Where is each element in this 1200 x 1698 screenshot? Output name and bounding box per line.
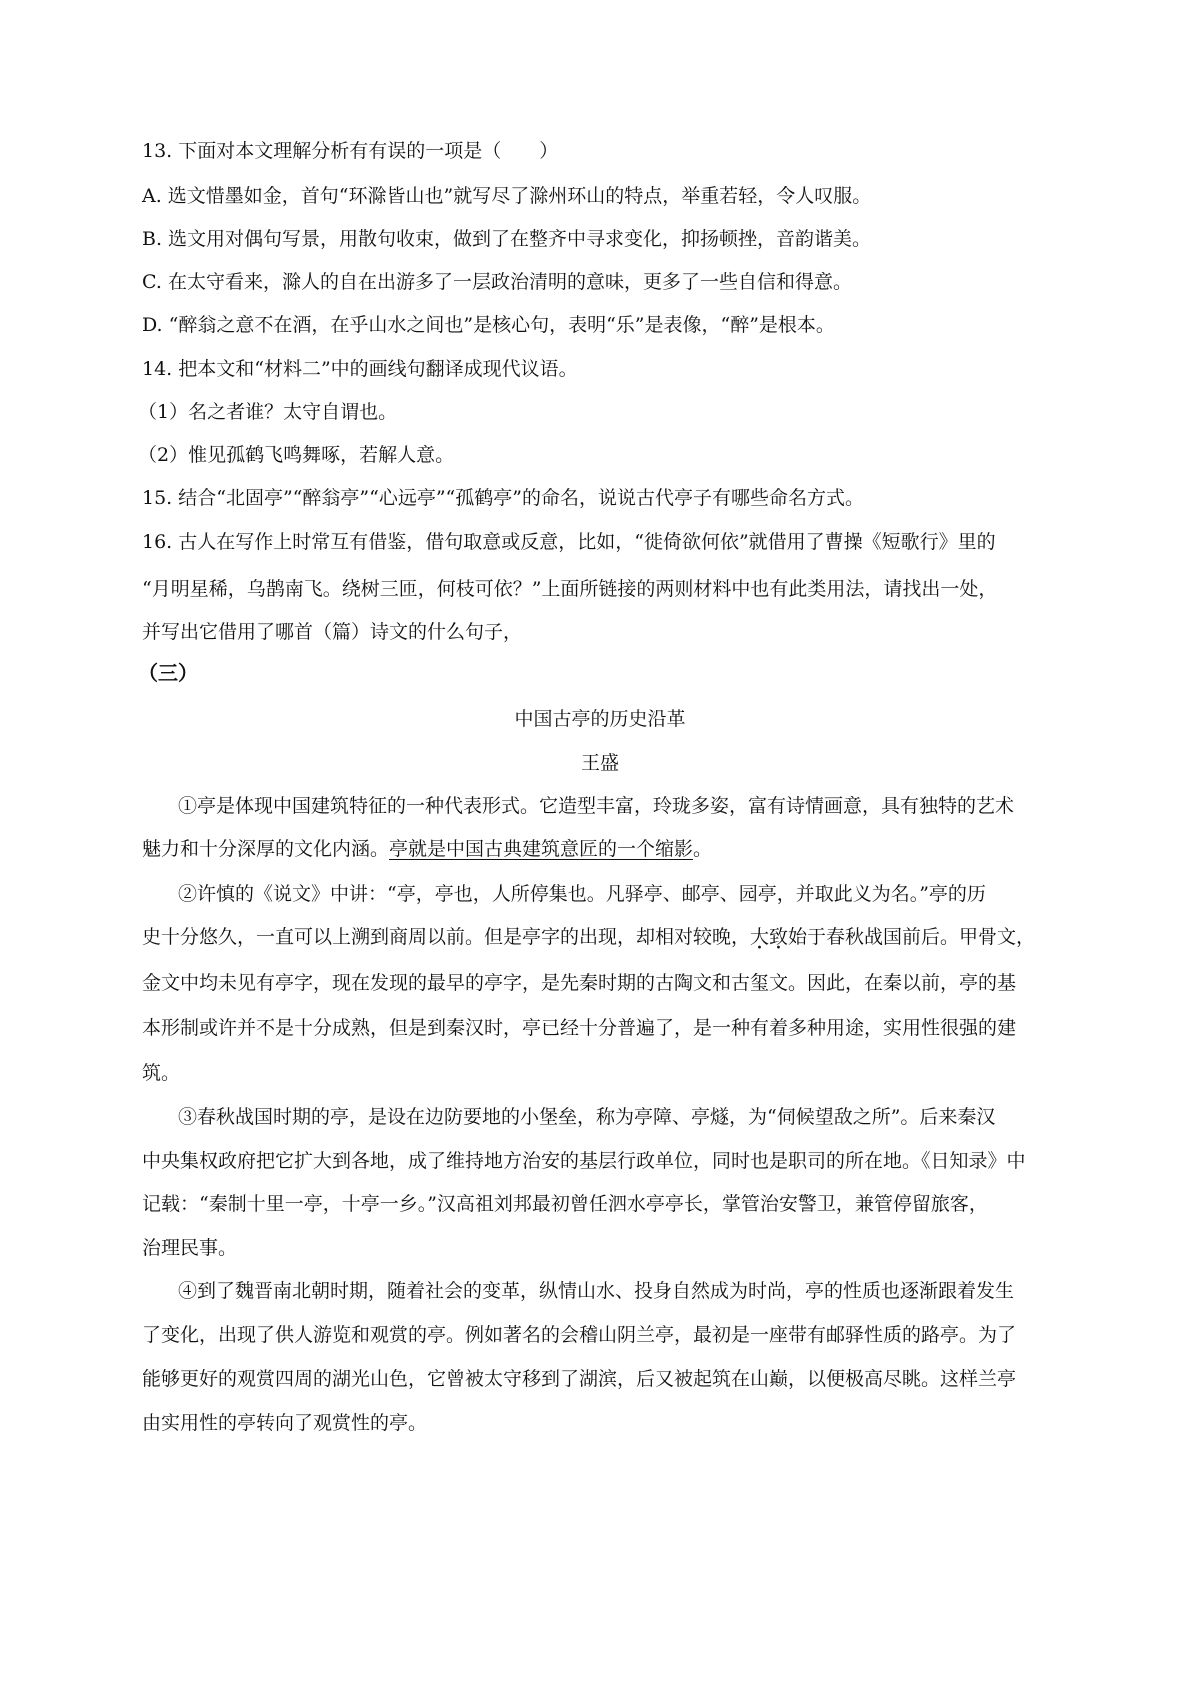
- q16-line-3: 并写出它借用了哪首（篇）诗文的什么句子，: [142, 621, 523, 643]
- p1-line-1: ①亭是体现中国建筑特征的一种代表形式。它造型丰富，玲珑多姿，富有诗情画意，具有独特的艺术: [178, 795, 1015, 817]
- article-title: 中国古亭的历史沿革: [514, 708, 686, 730]
- underlined-sentence: 亭就是中国古典建筑意匠的一个缩影: [389, 838, 694, 860]
- q16-line-2: “月明星稀，乌鹊南飞。绕树三匝，何枝可依？”上面所链接的两则材料中也有此类用法，请找出一处，: [142, 578, 998, 600]
- q13-option-c: C. 在太守看来，滁人的自在出游多了一层政治清明的意味，更多了一些自信和得意。: [142, 271, 852, 293]
- p3-line-1: ③春秋战国时期的亭，是设在边防要地的小堡垒，称为亭障、亭燧，为“伺候望敌之所”。后来秦汉: [178, 1106, 996, 1128]
- q14-item-2: （2）惟见孤鹤飞鸣舞啄，若解人意。: [138, 444, 455, 466]
- p2-line-2-a: 史十分悠久，一直可以上溯到商周以前。但是亭字的出现，却相对较晚，: [142, 926, 751, 948]
- p2-line-1: ②许慎的《说文》中讲：“亭，亭也，人所停集也。凡驿亭、邮亭、园亭，并取此义为名。”亭的历: [178, 883, 986, 905]
- q13-option-b: B. 选文用对偶句写景，用散句收束，做到了在整齐中寻求变化，抑扬顿挫，音韵谐美。: [142, 228, 872, 250]
- p4-line-4: 由实用性的亭转向了观赏性的亭。: [142, 1412, 428, 1434]
- q16-line-1: 16. 古人在写作上时常互有借鉴，借句取意或反意，比如，“徙倚欲何依”就借用了曹操《短歌行》里的: [142, 531, 996, 553]
- p4-line-1: ④到了魏晋南北朝时期，随着社会的变革，纵情山水、投身自然成为时尚，亭的性质也逐渐跟着发生: [178, 1280, 1015, 1302]
- p2-line-2: [142, 924, 1035, 950]
- section-label: （三）: [138, 661, 198, 685]
- q13-option-a: A. 选文惜墨如金，首句“环滁皆山也”就写尽了滁州环山的特点，举重若轻，令人叹服。: [142, 185, 872, 207]
- p1-line-2-end: 。: [693, 838, 713, 860]
- p1-line-2: [142, 836, 712, 862]
- p2-line-4: 本形制或许并不是十分成熟，但是到秦汉时，亭已经十分普遍了，是一种有着多种用途，实用性很强的建: [142, 1017, 1017, 1039]
- q13-stem: 13. 下面对本文理解分析有有误的一项是（ ）: [142, 140, 559, 162]
- p2-line-3: 金文中均未见有亭字，现在发现的最早的亭字，是先秦时期的古陶文和古玺文。因此，在秦以前，亭的基: [142, 972, 1017, 994]
- emphasis-dot-char-2: 致: [769, 926, 789, 948]
- q14-stem: 14. 把本文和“材料二”中的画线句翻译成现代议语。: [142, 358, 578, 380]
- p3-line-3: 记载：“秦制十里一亭，十亭一乡。”汉高祖刘邦最初曾任泗水亭亭长，掌管治安警卫，兼管停留旅客，: [142, 1193, 988, 1215]
- p1-line-2-text: 魅力和十分深厚的文化内涵。: [142, 838, 390, 860]
- emphasis-dot-char-1: 大: [750, 926, 770, 948]
- article-author: 王盛: [580, 752, 619, 774]
- p3-line-2: 中央集权政府把它扩大到各地，成了维持地方治安的基层行政单位，同时也是职司的所在地。《日知录》中: [142, 1150, 1026, 1172]
- p2-line-5: 筑。: [142, 1062, 181, 1084]
- q15-stem: 15. 结合“北固亭”“醉翁亭”“心远亭”“孤鹤亭”的命名，说说古代亭子有哪些命名方式。: [142, 487, 864, 509]
- p2-line-2-b: 始于春秋战国前后。甲骨文，: [788, 926, 1036, 948]
- q13-option-d: D. “醉翁之意不在酒，在乎山水之间也”是核心句，表明“乐”是表像，“醉”是根本。: [142, 314, 835, 336]
- p4-line-2: 了变化，出现了供人游览和观赏的亭。例如著名的会稽山阴兰亭，最初是一座带有邮驿性质的路亭。为了: [142, 1324, 1017, 1346]
- p4-line-3: 能够更好的观赏四周的湖光山色，它曾被太守移到了湖滨，后又被起筑在山巅，以便极高尽眺。这样兰亭: [142, 1368, 1017, 1390]
- p3-line-4: 治理民事。: [142, 1237, 238, 1259]
- q14-item-1: （1）名之者谁？太守自谓也。: [138, 401, 398, 423]
